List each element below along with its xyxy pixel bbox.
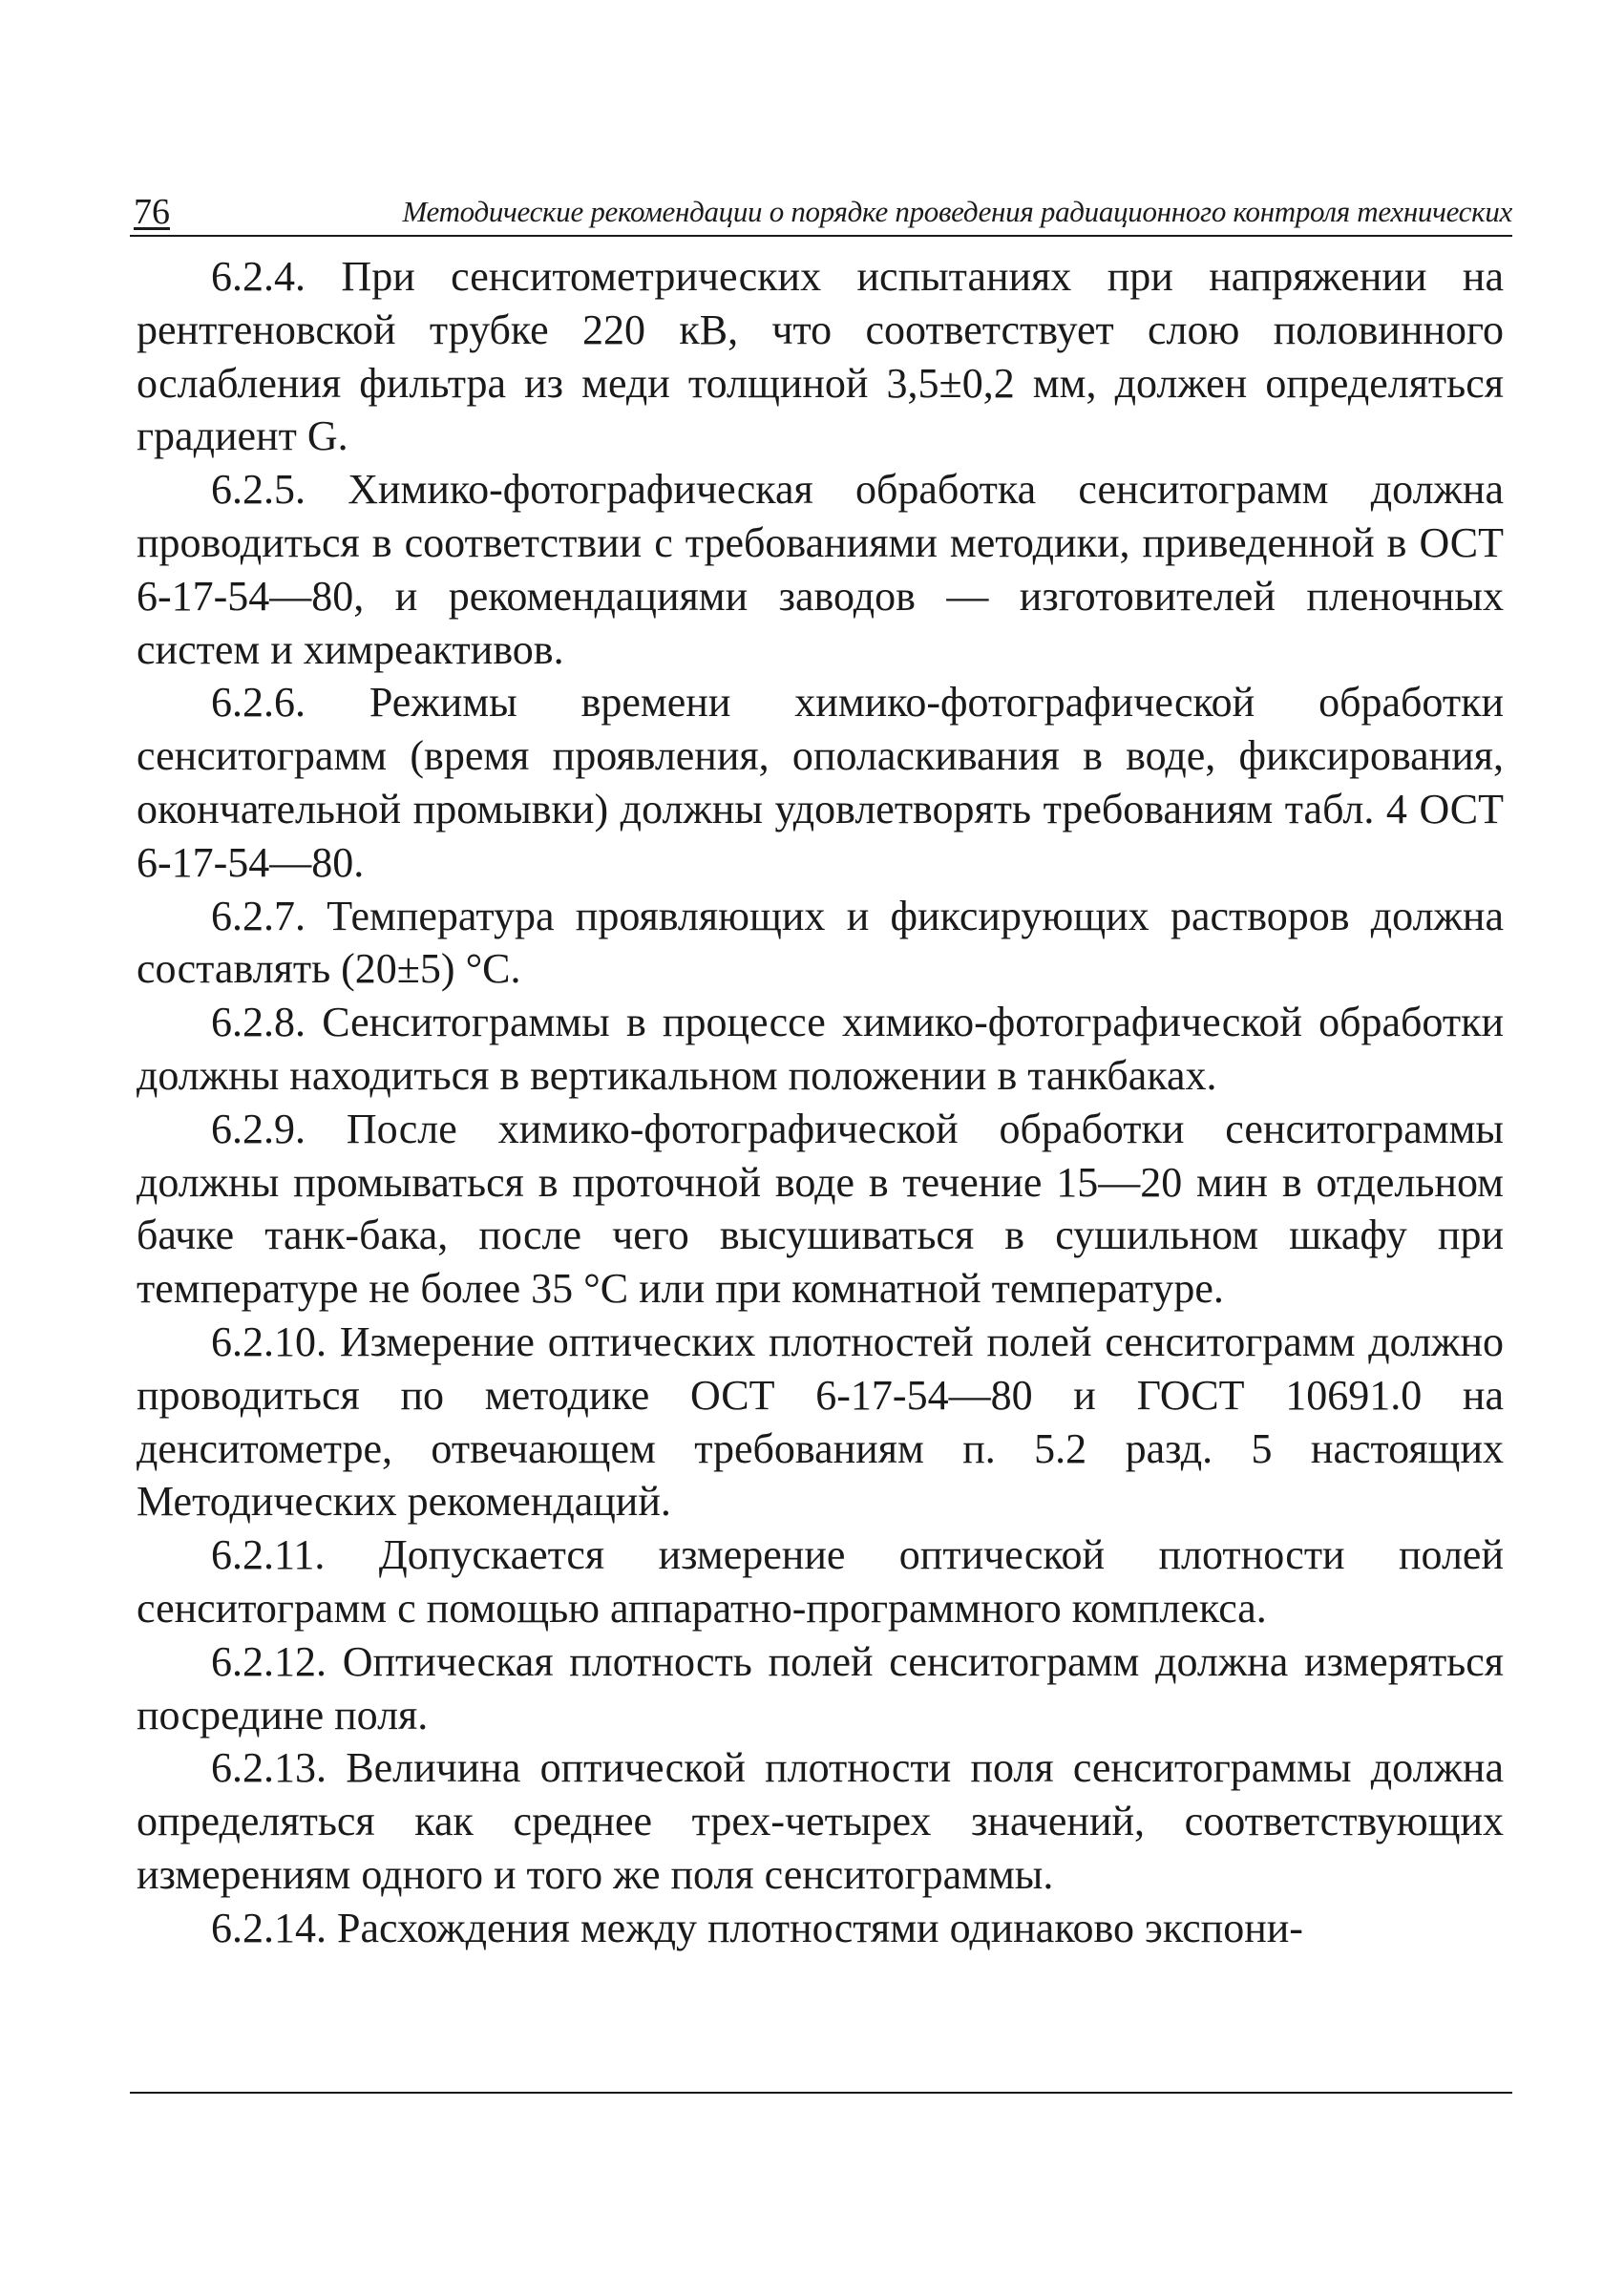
- paragraph-6-2-13: 6.2.13. Величина оптической плотности поля сенситограммы должна определяться как среднее трех-четырех значений, соответствующих измерениям одного и того же поля сенситограммы.: [137, 1744, 1504, 1898]
- running-header: [130, 187, 1512, 237]
- body-text: [137, 250, 1504, 1955]
- paragraph-6-2-11: 6.2.11. Допускается измерение оптической плотности полей сенситограмм с помощью аппаратно-программного комплекса.: [137, 1531, 1504, 1632]
- paragraph-6-2-10: 6.2.10. Измерение оптических плотностей полей сенситограмм должно проводиться по методике ОСТ 6-17-54—80 и ГОСТ 10691.0 на денситометре, отвечающем требованиям п. 5.2 разд. 5 настоящих Методических рекомендаций.: [137, 1317, 1504, 1526]
- paragraph-6-2-12: 6.2.12. Оптическая плотность полей сенситограмм должна измеряться посредине поля.: [137, 1637, 1504, 1739]
- paragraph-6-2-6: 6.2.6. Режимы времени химико-фотографической обработки сенситограмм (время проявления, ополаскивания в воде, фиксирования, окончательной промывки) должны удовлетворять требованиям табл. 4 ОСТ 6-17-54—80.: [137, 679, 1504, 886]
- paragraph-6-2-14: 6.2.14. Расхождения между плотностями одинаково экспони-: [211, 1904, 1303, 1951]
- paragraph-6-2-7: 6.2.7. Температура проявляющих и фиксирующих растворов должна составлять (20±5) °С.: [137, 892, 1504, 993]
- paragraph-6-2-9: 6.2.9. После химико-фотографической обработки сенситограммы должны промываться в проточной воде в течение 15—20 мин в отдельном бачке танк-бака, после чего высушиваться в сушильном шкафу при температуре не более 35 °С или при комнатной температуре.: [137, 1105, 1504, 1313]
- bottom-rule: [130, 2092, 1512, 2094]
- paragraph-6-2-5: 6.2.5. Химико-фотографическая обработка сенситограмм должна проводиться в соответствии с требованиями методики, приведенной в ОСТ 6-17-54—80, и рекомендациями заводов — изготовителей пленочных систем и химреактивов.: [137, 466, 1504, 673]
- running-header-title: Методические рекомендации о порядке проведения радиационного контроля технических: [402, 195, 1512, 228]
- paragraph-6-2-8: 6.2.8. Сенситограммы в процессе химико-фотографической обработки должны находиться в вертикальном положении в танкбаках.: [137, 999, 1504, 1099]
- page-number: 76: [134, 192, 170, 232]
- paragraph-6-2-4: 6.2.4. При сенситометрических испытаниях при напряжении на рентгеновской трубке 220 кВ, что соответствует слою половинного ослабления фильтра из меди толщиной 3,5±0,2 мм, должен определяться градиент G.: [137, 253, 1504, 460]
